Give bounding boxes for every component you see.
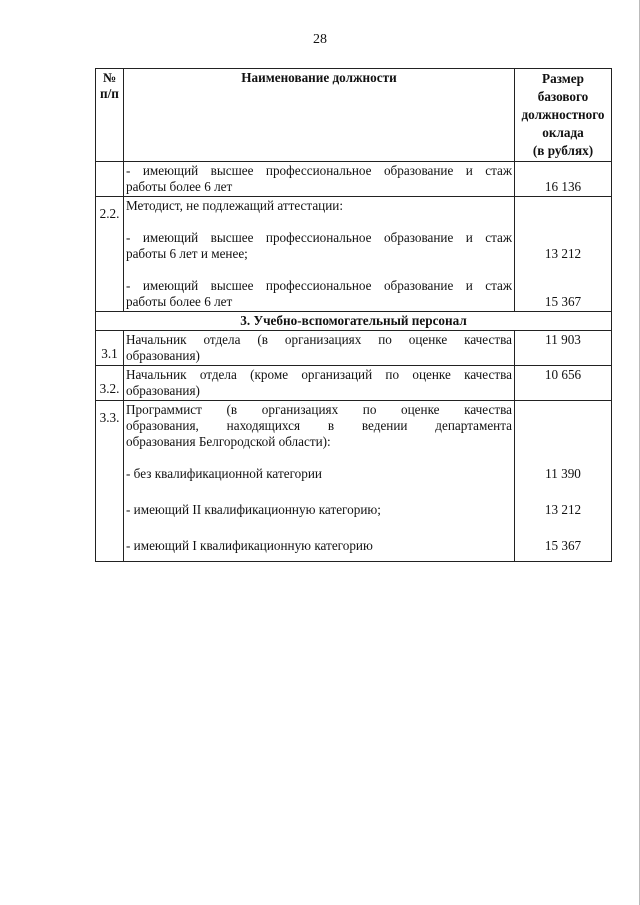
salary-text: 13 212 — [544, 246, 582, 261]
table-row — [96, 331, 612, 366]
position-text: Программист (в организациях по оценке качества — [125, 402, 513, 417]
position-name — [123, 197, 514, 312]
header-salary-line: (в рублях) — [532, 143, 594, 158]
row-number — [96, 197, 124, 312]
salary-value — [515, 162, 612, 197]
salary-text: 16 136 — [544, 179, 582, 194]
salary-value — [515, 197, 612, 312]
row-number — [96, 366, 124, 401]
header-salary-cell — [515, 69, 612, 162]
page-number: 28 — [313, 32, 327, 47]
position-text: работы более 6 лет — [125, 294, 233, 309]
salary-text: 11 390 — [545, 466, 581, 481]
position-text: работы более 6 лет — [125, 179, 233, 194]
position-text: - имеющий высшее профессиональное образование и стаж — [125, 230, 513, 245]
table-row — [96, 401, 612, 562]
position-name — [123, 401, 514, 562]
header-number-cell — [96, 69, 124, 162]
table-header-row — [96, 69, 612, 162]
salary-value — [515, 401, 612, 562]
salary-value: 11 903 — [515, 331, 612, 366]
salary-text: 15 367 — [544, 294, 582, 309]
row-number — [96, 331, 124, 366]
section-heading-row — [96, 312, 612, 331]
row-number-text: 3.3. — [99, 410, 120, 425]
header-number-label: № — [102, 70, 117, 85]
position-name — [123, 162, 514, 197]
header-number-sub: п/п — [100, 86, 119, 101]
position-text: Начальник отдела (в организациях по оценке качества — [125, 332, 513, 347]
row-number-text: 3.1 — [101, 346, 118, 361]
position-text: - имеющий высшее профессиональное образование и стаж — [125, 278, 513, 293]
position-text: работы 6 лет и менее; — [125, 246, 248, 261]
salary-text: 13 212 — [544, 502, 582, 517]
position-name — [123, 331, 514, 366]
row-number — [96, 401, 124, 562]
header-salary-line: должностного — [521, 107, 605, 122]
position-text: Начальник отдела (кроме организаций по оценке качества — [125, 367, 513, 382]
table-row — [96, 197, 612, 312]
position-title: Методист, не подлежащий аттестации: — [125, 198, 344, 213]
position-text: - имеющий высшее профессиональное образование и стаж — [125, 163, 513, 178]
header-salary-line: Размер — [542, 71, 584, 86]
salary-table — [95, 68, 612, 562]
position-text: - имеющий I квалификационную категорию — [125, 538, 373, 553]
position-text: образования) — [125, 383, 200, 398]
position-text: образования) — [125, 348, 200, 363]
position-text: образования, находящихся в ведении департамента — [125, 418, 513, 433]
table-row — [96, 162, 612, 197]
row-number-text: 2.2. — [99, 206, 120, 221]
position-text: - имеющий II квалификационную категорию; — [125, 502, 381, 517]
header-salary-line: базового — [537, 89, 589, 104]
section-title: 3. Учебно-вспомогательный персонал — [96, 312, 612, 331]
position-name — [123, 366, 514, 401]
row-number-text: 3.2. — [99, 381, 120, 396]
row-number — [96, 162, 124, 197]
position-text: - без квалификационной категории — [125, 466, 322, 481]
header-salary-line: оклада — [542, 125, 584, 140]
header-position-name: Наименование должности — [123, 69, 514, 162]
position-text: образования Белгородской области): — [125, 434, 331, 449]
salary-text: 15 367 — [544, 538, 582, 553]
salary-value: 10 656 — [515, 366, 612, 401]
table-row — [96, 366, 612, 401]
